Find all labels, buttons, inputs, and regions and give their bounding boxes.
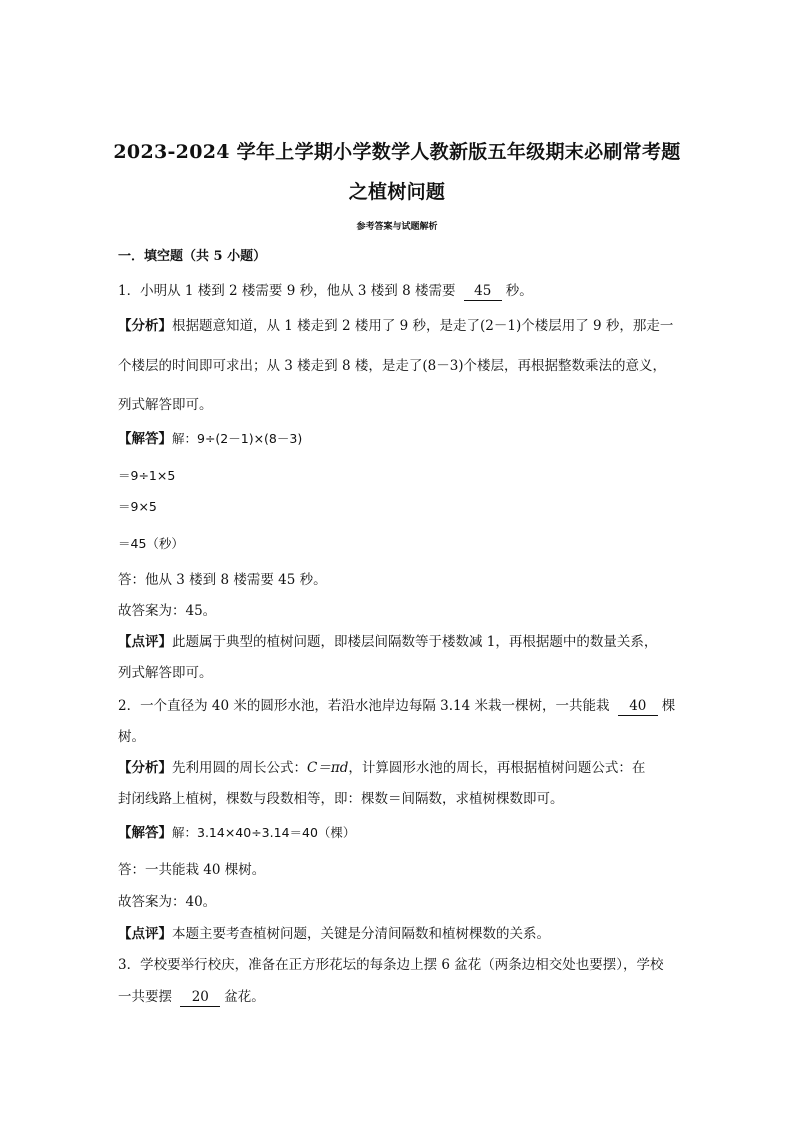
q1-answer-blank: 45 — [464, 282, 502, 301]
page-title-line1: 2023-2024 学年上学期小学数学人教新版五年级期末必刷常考题 — [113, 141, 681, 163]
q1-comment-text1: 此题属于典型的植树问题，即楼层间隔数等于楼数减 1，再根据题中的数量关系， — [172, 634, 658, 650]
q1-question — [118, 282, 678, 301]
q1-analysis-tag: 【分析】 — [118, 318, 172, 334]
q2-question-suffix: 棵 — [661, 698, 676, 714]
q2-answer-blank: 40 — [618, 697, 658, 716]
q1-analysis-line2: 个楼层的时间即可求出；从 3 楼走到 8 楼，是走了(8－3)个楼层，再根据整数乘法的意义， — [118, 358, 667, 374]
q3-question-text: 一共要摆 — [118, 989, 172, 1005]
q2-answer-sentence: 答：一共能栽 40 棵树。 — [118, 862, 266, 878]
q1-comment-line2: 列式解答即可。 — [118, 665, 213, 681]
q2-analysis-line1 — [118, 759, 678, 777]
section-heading: 一．填空题（共 5 小题） — [118, 249, 267, 264]
q2-analysis-text1: 先利用圆的周长公式： — [172, 760, 307, 776]
q1-solution-line1 — [118, 430, 678, 448]
q2-comment-text1: 本题主要考查植树问题，关键是分清间隔数和植树棵数的关系。 — [172, 926, 550, 942]
q2-analysis-text1-rest: ，计算圆形水池的周长，再根据植树问题公式：在 — [348, 760, 646, 776]
q1-answer-sentence: 答：他从 3 楼到 8 楼需要 45 秒。 — [118, 572, 327, 588]
q1-question-text: 1．小明从 1 楼到 2 楼需要 9 秒，他从 3 楼到 8 楼需要 — [118, 283, 456, 299]
q1-solution-line3: ＝9×5 — [118, 499, 157, 514]
q1-solution-text1: 解：9÷(2－1)×(8－3) — [172, 431, 303, 446]
q2-solution-tag: 【解答】 — [118, 825, 172, 841]
page-title-line2: 之植树问题 — [348, 181, 446, 203]
circumference-formula: C＝πd — [307, 760, 349, 776]
q3-question-line2 — [118, 988, 678, 1007]
q2-solution-text1: 解：3.14×40÷3.14＝40（棵） — [172, 825, 356, 840]
q2-question-line2: 树。 — [118, 729, 145, 745]
q2-analysis-tag: 【分析】 — [118, 760, 172, 776]
q2-solution-line1 — [118, 824, 678, 842]
q2-analysis-line2: 封闭线路上植树，棵数与段数相等，即：棵数＝间隔数，求植树棵数即可。 — [118, 791, 564, 807]
q1-comment-line1 — [118, 633, 678, 651]
q1-analysis-line1 — [118, 317, 678, 335]
q1-solution-line2: ＝9÷1×5 — [118, 468, 176, 483]
q2-final-answer: 故答案为：40。 — [118, 894, 217, 910]
q3-question-suffix: 盆花。 — [224, 989, 265, 1005]
q1-solution-line4: ＝45（秒） — [118, 536, 184, 551]
q1-comment-tag: 【点评】 — [118, 634, 172, 650]
q1-analysis-line3: 列式解答即可。 — [118, 397, 213, 413]
q2-comment-tag: 【点评】 — [118, 926, 172, 942]
page-subtitle: 参考答案与试题解析 — [356, 222, 438, 232]
q2-question-text: 2．一个直径为 40 米的圆形水池，若沿水池岸边每隔 3.14 米栽一棵树，一共能栽 — [118, 698, 610, 714]
q1-solution-tag: 【解答】 — [118, 431, 172, 447]
q1-analysis-text1: 根据题意知道，从 1 楼走到 2 楼用了 9 秒，是走了(2－1)个楼层用了 9 秒，那走一 — [172, 318, 674, 334]
q1-question-suffix: 秒。 — [505, 283, 533, 299]
q1-final-answer: 故答案为：45。 — [118, 603, 217, 619]
q3-answer-blank: 20 — [180, 988, 220, 1007]
q2-question — [118, 697, 678, 716]
q2-comment-line1 — [118, 925, 678, 943]
q3-question-line1: 3．学校要举行校庆，准备在正方形花坛的每条边上摆 6 盆花（两条边相交处也要摆），学校 — [118, 957, 664, 973]
